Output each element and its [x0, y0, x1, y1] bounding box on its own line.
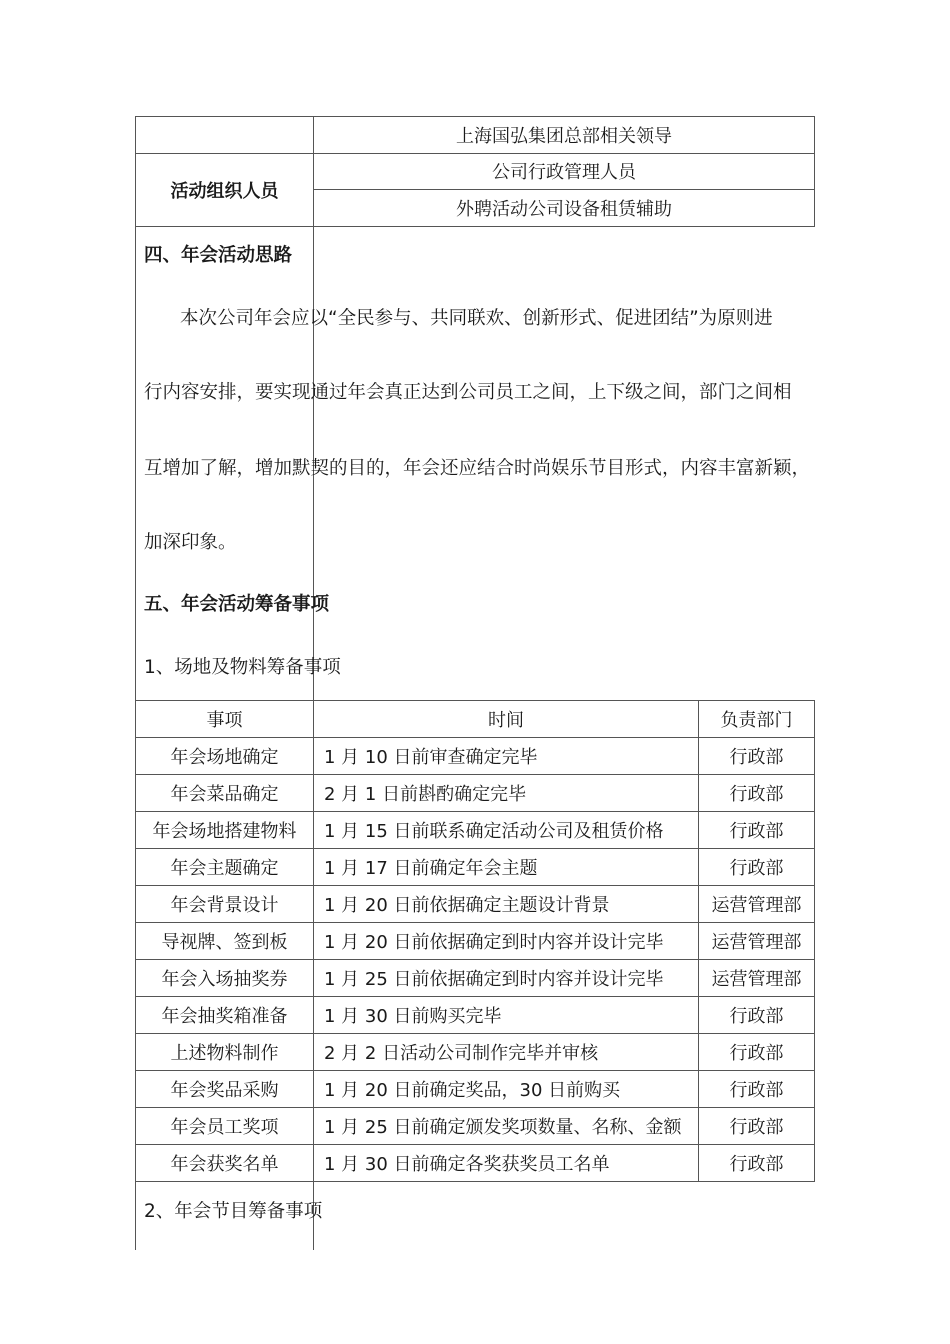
table-cell: 年会场地搭建物料	[152, 820, 297, 842]
table-cell: 行政部	[729, 857, 784, 879]
section5-sub2: 2、年会节目筹备事项	[144, 1201, 323, 1222]
table-cell: 行政部	[729, 820, 784, 842]
table-cell: 1 月 10 日前审查确定完毕	[324, 746, 538, 768]
table-cell: 年会背景设计	[170, 894, 279, 916]
table-cell: 年会获奖名单	[170, 1153, 279, 1175]
table-cell: 年会菜品确定	[170, 783, 279, 805]
table-cell: 年会奖品采购	[170, 1079, 279, 1101]
table-header-cell: 事项	[206, 709, 243, 731]
section4-line-2: 行内容安排，要实现通过年会真正达到公司员工之间，上下级之间，部门之间相	[144, 382, 792, 403]
section4-line-3: 互增加了解，增加默契的目的，年会还应结合时尚娱乐节目形式，内容丰富新颖，	[144, 458, 811, 479]
section4-line-1: 本次公司年会应以“全民参与、共同联欢、创新形式、促进团结”为原则进	[180, 308, 773, 329]
table-cell: 1 月 15 日前联系确定活动公司及租赁价格	[324, 820, 664, 842]
table-cell: 行政部	[729, 1079, 784, 1101]
top-table-row1-value: 上海国弘集团总部相关领导	[456, 125, 672, 147]
section4-heading: 四、年会活动思路	[144, 245, 293, 266]
table-cell: 1 月 20 日前依据确定主题设计背景	[324, 894, 610, 916]
table-cell: 2 月 1 日前斟酌确定完毕	[324, 783, 527, 805]
table-cell: 上述物料制作	[170, 1042, 279, 1064]
section5-sub1: 1、场地及物料筹备事项	[144, 657, 341, 678]
table-cell: 年会场地确定	[170, 746, 279, 768]
table-gridline	[814, 700, 815, 1182]
table-cell: 1 月 20 日前依据确定到时内容并设计完毕	[324, 931, 664, 953]
table-cell: 行政部	[729, 783, 784, 805]
organizers-label: 活动组织人员	[170, 180, 279, 202]
table-cell: 行政部	[729, 1042, 784, 1064]
table-cell: 年会主题确定	[170, 857, 279, 879]
top-table-row2-value: 公司行政管理人员	[492, 162, 636, 183]
table-cell: 行政部	[729, 746, 784, 768]
table-cell: 年会员工奖项	[170, 1116, 279, 1138]
table-cell: 1 月 30 日前确定各奖获奖员工名单	[324, 1153, 610, 1175]
table-cell: 1 月 17 日前确定年会主题	[324, 857, 538, 879]
top-table-row3-value: 外聘活动公司设备租赁辅助	[456, 198, 672, 220]
table-cell: 年会抽奖箱准备	[161, 1005, 288, 1027]
table-cell: 运营管理部	[711, 931, 802, 953]
table-cell: 1 月 20 日前确定奖品，30 日前购买	[324, 1079, 621, 1101]
table-cell: 年会入场抽奖券	[161, 968, 288, 990]
table-cell: 1 月 25 日前依据确定到时内容并设计完毕	[324, 968, 664, 990]
table-cell: 导视牌、签到板	[161, 931, 288, 953]
table-cell: 运营管理部	[711, 968, 802, 990]
table-cell: 1 月 30 日前购买完毕	[324, 1005, 502, 1027]
table-cell: 行政部	[729, 1153, 784, 1175]
table-gridline	[135, 1181, 815, 1182]
table-header-cell: 负责部门	[720, 709, 793, 731]
table-header-cell: 时间	[488, 709, 524, 731]
table-cell: 行政部	[729, 1116, 784, 1138]
table-cell: 行政部	[729, 1005, 784, 1027]
table-cell: 1 月 25 日前确定颁发奖项数量、名称、金额	[324, 1116, 682, 1138]
table-cell: 运营管理部	[711, 894, 802, 916]
table-cell: 2 月 2 日活动公司制作完毕并审核	[324, 1042, 599, 1064]
section4-line-4: 加深印象。	[144, 532, 237, 553]
section5-heading: 五、年会活动筹备事项	[144, 594, 330, 615]
